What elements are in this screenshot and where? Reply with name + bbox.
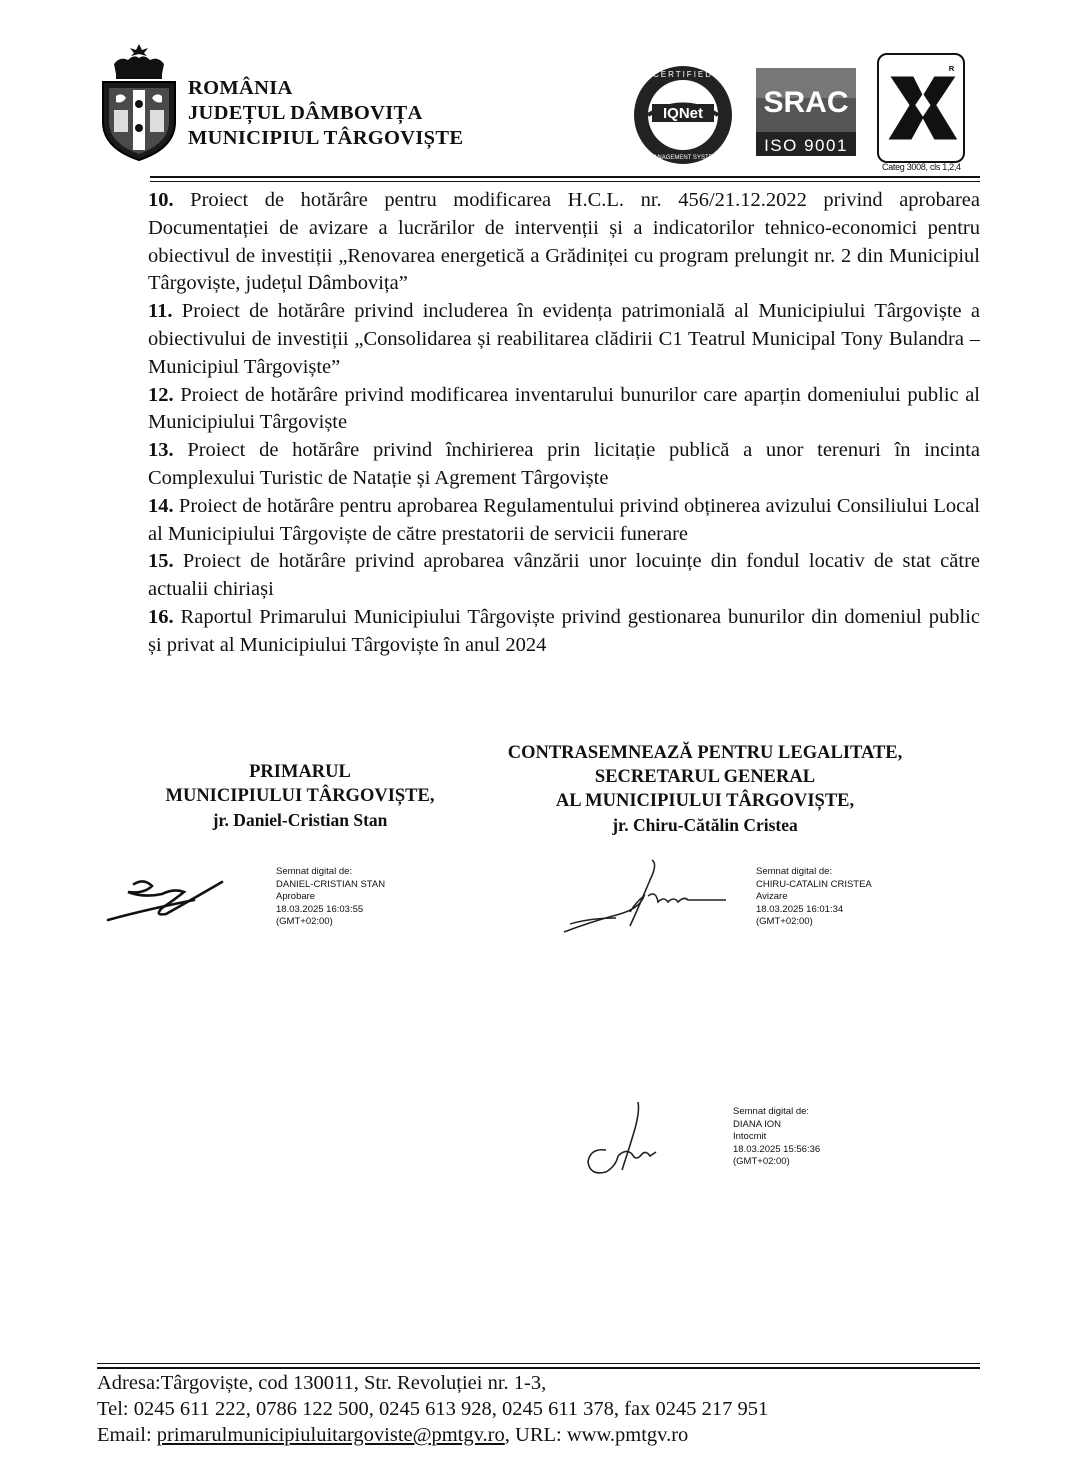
footer-email-link[interactable]: primarulmunicipiuluitargoviste@pmtgv.ro (156, 1424, 505, 1446)
author-digital-signature (733, 1106, 820, 1169)
footer-divider-thin (97, 1363, 980, 1364)
footer-address: Adresa:Târgoviște, cod 130011, Str. Revoluției nr. 1-3, (97, 1372, 547, 1394)
iso-label: ISO 9001 (764, 136, 848, 155)
header-divider-thin (150, 181, 980, 182)
agenda-item-text: Proiect de hotărâre privind aprobarea vânzării unor locuințe din fondul locativ de stat către actualii chiriași (148, 550, 980, 601)
digital-signature-datetime: 18.03.2025 16:01:34 (756, 903, 844, 915)
agenda-item-text: Proiect de hotărâre privind modificarea inventarului bunurilor care aparțin domeniului public al Municipiului Târgoviște (148, 383, 980, 434)
digital-signature-label: Semnat digital de: (733, 1106, 810, 1117)
county-name: JUDEȚUL DÂMBOVIȚA (188, 102, 423, 124)
digital-signature-role: Intocmit (733, 1131, 767, 1142)
digital-signature-role: Avizare (756, 891, 788, 902)
mayor-title: PRIMARUL (249, 762, 351, 782)
certificate-caption: Categ 3008, cls 1,2,4 (882, 162, 961, 172)
digital-signature-role: Aprobare (276, 891, 316, 902)
digital-signature-name: CHIRU-CATALIN CRISTEA (756, 878, 872, 890)
footer-url: , URL: www.pmtgv.ro (504, 1424, 689, 1446)
digital-signature-datetime: 18.03.2025 15:56:36 (733, 1143, 821, 1155)
agenda-item (148, 493, 980, 549)
header-divider (150, 176, 980, 178)
secretary-signature-block (470, 741, 940, 837)
registered-mark: R (948, 63, 955, 73)
footer-email-label: Email: (97, 1424, 157, 1446)
digital-signature-name: DIANA ION (733, 1118, 782, 1130)
footer-email-line (97, 1422, 768, 1448)
letterhead (0, 0, 1080, 190)
digital-signature-timezone: (GMT+02:00) (276, 916, 333, 927)
author-handwritten-signature (580, 1098, 660, 1182)
agenda-item-number: 15. (148, 550, 174, 573)
agenda-item (148, 548, 980, 604)
agenda-item (148, 382, 980, 438)
digital-signature-name: DANIEL-CRISTIAN STAN (276, 878, 386, 890)
digital-signature-timezone: (GMT+02:00) (733, 1156, 790, 1167)
agenda-item-text: Proiect de hotărâre pentru modificarea H.C.L. nr. 456/21.12.2022 privind aprobarea Documentației de avizare a lucrărilor de intervenții și a indicatorilor tehnico-economici pentru obiectivul de investiții „Renovarea energetică a Grădiniței cu program prelungit nr. 2 din Municipiul Târgoviște, județul Dâmbovița” (148, 189, 980, 295)
footer-phone: Tel: 0245 611 222, 0786 122 500, 0245 613 928, 0245 611 378, fax 0245 217 951 (97, 1398, 769, 1420)
agenda-item-number: 11. (148, 300, 173, 323)
mayor-handwritten-signature (104, 864, 230, 932)
country-name: ROMÂNIA (188, 77, 293, 99)
footer-divider (97, 1367, 980, 1369)
agenda-item-text: Proiect de hotărâre pentru aprobarea Regulamentului privind obținerea avizului Consiliului Local al Municipiului Târgoviște de către prestatorii de servicii funerare (148, 494, 980, 545)
mayor-digital-signature (276, 866, 385, 929)
coat-of-arms-icon (100, 44, 178, 162)
secretary-name: jr. Chiru-Cătălin Cristea (612, 815, 798, 835)
agenda-item-text: Raportul Primarului Municipiului Târgoviște privind gestionarea bunurilor din domeniul public și privat al Municipiului Târgoviște în anul 2024 (148, 605, 980, 656)
digital-signature-label: Semnat digital de: (276, 866, 353, 877)
agenda-item-text: Proiect de hotărâre privind includerea în evidența patrimonială al Municipiului Târgoviște a obiectivului de investiții „Consolidarea și reabilitarea clădirii C1 Teatrul Municipal Tony Bulandra – Municipiul Târgoviște” (148, 300, 980, 378)
agenda-item (148, 437, 980, 493)
secretary-handwritten-signature (560, 856, 730, 940)
mayor-institution: MUNICIPIULUI TÂRGOVIȘTE, (165, 786, 435, 806)
mayor-name: jr. Daniel-Cristian Stan (212, 810, 388, 830)
municipality-name: MUNICIPIUL TÂRGOVIȘTE (188, 127, 464, 149)
agenda-item-number: 10. (148, 189, 174, 211)
agenda-item-number: 12. (148, 383, 174, 406)
iqnet-ring-bottom: MANAGEMENT SYSTEM (648, 155, 718, 161)
contact-footer (97, 1370, 768, 1448)
digital-signature-label: Semnat digital de: (756, 866, 833, 877)
iqnet-ring-top: CERTIFIED (652, 70, 714, 79)
agenda-item-number: 16. (148, 605, 174, 628)
institution-title (188, 76, 463, 151)
quality-mark-logo (877, 53, 965, 163)
iqnet-certification-logo (632, 64, 734, 166)
agenda-item (148, 187, 980, 298)
agenda-item (148, 298, 980, 381)
mayor-signature-block (140, 760, 460, 832)
iqnet-label: IQNet (662, 105, 704, 122)
srac-label: SRAC (763, 86, 849, 119)
agenda-item-number: 14. (148, 494, 174, 517)
srac-iso-logo (756, 68, 856, 156)
agenda-item-text: Proiect de hotărâre privind închirierea prin licitație publică a unor terenuri în incinta Complexului Turistic de Natație și Agrement Târgoviște (148, 439, 980, 489)
secretary-institution: AL MUNICIPIULUI TÂRGOVIȘTE, (555, 791, 855, 811)
agenda-list (148, 187, 980, 660)
digital-signature-timezone: (GMT+02:00) (756, 916, 813, 927)
countersign-heading: CONTRASEMNEAZĂ PENTRU LEGALITATE, (507, 743, 903, 763)
secretary-digital-signature (756, 866, 872, 929)
agenda-item-number: 13. (148, 439, 174, 462)
agenda-item (148, 604, 980, 660)
digital-signature-datetime: 18.03.2025 16:03:55 (276, 903, 364, 915)
secretary-title: SECRETARUL GENERAL (594, 767, 816, 787)
